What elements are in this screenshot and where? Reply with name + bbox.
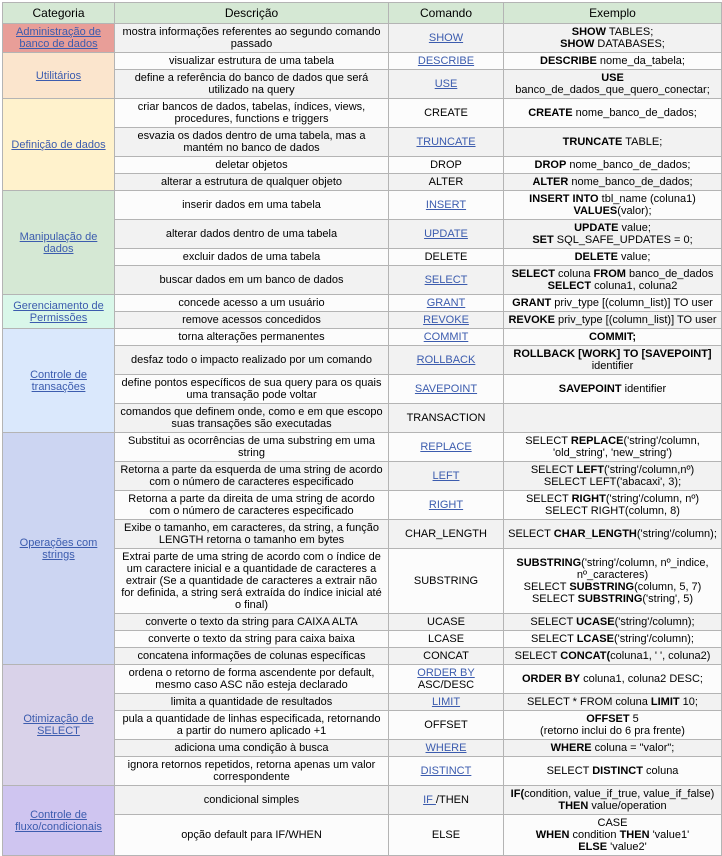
command-text: ASC/DESC xyxy=(417,679,475,691)
command-link[interactable]: USE xyxy=(434,78,458,90)
example-text: condition, value_if_true, value_if_false) xyxy=(524,788,715,800)
command-link[interactable]: COMMIT xyxy=(423,331,469,343)
command-text: ALTER xyxy=(428,176,464,188)
description-cell: define a referência do banco de dados que será utilizado na query xyxy=(115,70,389,99)
description-cell: ignora retornos repetidos, retorna apenas um valor correspondente xyxy=(115,757,389,786)
table-row xyxy=(3,99,722,128)
example-cell xyxy=(504,648,722,665)
command-link[interactable]: DESCRIBE xyxy=(417,55,475,67)
header-row xyxy=(3,3,722,24)
command-cell xyxy=(389,631,504,648)
table-row xyxy=(3,24,722,53)
example-text: coluna = "valor"; xyxy=(591,742,675,754)
command-text: ELSE xyxy=(431,829,461,841)
example-text: OFFSET xyxy=(586,713,630,725)
description-cell: pula a quantidade de linhas especificada, retornando a partir do numero aplicado +1 xyxy=(115,711,389,740)
example-text: (valor); xyxy=(617,205,652,217)
example-text: (retorno inclui do 6 pra frente) xyxy=(540,725,685,737)
command-cell xyxy=(389,520,504,549)
example-text: SELECT xyxy=(546,765,593,777)
category-cell xyxy=(3,295,115,329)
example-text: VALUES xyxy=(573,205,618,217)
example-text: identifier xyxy=(621,383,667,395)
category-cell xyxy=(3,786,115,856)
example-text: ('string'/column, nº) xyxy=(605,493,700,505)
example-text: SELECT xyxy=(511,268,555,280)
example-cell xyxy=(504,631,722,648)
example-text: SELECT xyxy=(531,633,577,645)
description-cell: Extrai parte de uma string de acordo com o índice de um caractere inicial e a quantidade de caracteres a extrair (Se a quantidade de caracteres a extrair não for definida, a string será extraída do índice inicial até o final) xyxy=(115,549,389,614)
example-text: SELECT xyxy=(530,616,577,628)
command-cell xyxy=(389,249,504,266)
example-text: 'value1' xyxy=(649,829,690,841)
example-text: REPLACE xyxy=(570,435,624,447)
category-link[interactable]: Operações com strings xyxy=(19,536,98,561)
example-text: identifier xyxy=(591,360,634,372)
command-text: UCASE xyxy=(427,616,465,628)
example-text: nº_caracteres) xyxy=(576,569,649,581)
example-text: WHERE xyxy=(550,742,592,754)
command-cell xyxy=(389,70,504,99)
description-cell: Retorna a parte da direita de uma string de acordo com o número de caracteres especificado xyxy=(115,491,389,520)
example-cell xyxy=(504,174,722,191)
command-link[interactable]: SHOW xyxy=(428,32,464,44)
example-text: value; xyxy=(618,222,651,234)
category-link[interactable]: Otimização de SELECT xyxy=(23,713,94,737)
description-cell: alterar dados dentro de uma tabela xyxy=(115,220,389,249)
example-cell xyxy=(504,404,722,433)
command-link[interactable]: UPDATE xyxy=(424,228,468,240)
example-text: DESCRIBE xyxy=(540,55,597,67)
description-cell: buscar dados em um banco de dados xyxy=(115,266,389,295)
example-text: GRANT xyxy=(512,297,552,309)
example-text: ALTER xyxy=(532,176,569,188)
example-text: priv_type [(column_list)] TO user xyxy=(554,314,717,326)
example-text: SUBSTRING xyxy=(577,593,643,605)
table-row xyxy=(3,786,722,815)
example-text: TABLE; xyxy=(622,136,663,148)
description-cell: concede acesso a um usuário xyxy=(115,295,389,312)
command-text: SUBSTRING xyxy=(413,575,479,587)
command-cell xyxy=(389,312,504,329)
example-text: SELECT xyxy=(514,650,561,662)
example-text: coluna xyxy=(555,268,594,280)
description-cell: Substitui as ocorrências de uma substring em uma string xyxy=(115,433,389,462)
category-link[interactable]: Controle de fluxo/condicionais xyxy=(15,808,102,833)
command-link[interactable]: GRANT xyxy=(426,297,466,309)
description-cell: adiciona uma condição à busca xyxy=(115,740,389,757)
example-text: ('string'/column); xyxy=(613,633,694,645)
command-cell xyxy=(389,740,504,757)
command-link[interactable]: ROLLBACK xyxy=(416,354,476,366)
example-text: COMMIT; xyxy=(588,331,637,343)
command-link[interactable]: LIMIT xyxy=(431,696,461,708)
example-text: LEFT xyxy=(576,464,604,476)
table-body xyxy=(3,24,722,856)
command-text: OFFSET xyxy=(424,719,468,731)
category-cell xyxy=(3,433,115,665)
description-cell: deletar objetos xyxy=(115,157,389,174)
command-cell xyxy=(389,815,504,856)
category-cell xyxy=(3,99,115,191)
command-cell xyxy=(389,491,504,520)
command-cell xyxy=(389,220,504,249)
example-cell xyxy=(504,491,722,520)
example-text: SELECT xyxy=(530,464,577,476)
command-cell xyxy=(389,191,504,220)
description-cell: opção default para IF/WHEN xyxy=(115,815,389,856)
column-header-descricao: Descrição xyxy=(115,3,389,24)
command-link[interactable]: LEFT xyxy=(432,470,460,482)
example-text: ('string'/column); xyxy=(614,616,695,628)
command-link[interactable]: REPLACE xyxy=(420,441,472,453)
example-text: value; xyxy=(617,251,651,263)
example-cell xyxy=(504,53,722,70)
example-text: DISTINCT xyxy=(592,765,643,777)
command-text: CREATE xyxy=(424,107,468,119)
category-link[interactable]: Manipulação de dados xyxy=(19,230,98,255)
example-text: nome_banco_de_dados; xyxy=(566,159,691,171)
category-cell xyxy=(3,329,115,433)
command-cell xyxy=(389,404,504,433)
category-link[interactable]: Gerenciamento de Permissões xyxy=(13,299,104,324)
example-cell xyxy=(504,346,722,375)
example-text: coluna xyxy=(642,765,679,777)
command-link[interactable]: SAVEPOINT xyxy=(414,383,478,395)
category-link[interactable]: Definição de dados xyxy=(11,138,106,151)
column-header-categoria: Categoria xyxy=(3,3,115,24)
example-cell xyxy=(504,433,722,462)
example-text: nome_da_tabela; xyxy=(596,55,685,67)
example-cell xyxy=(504,757,722,786)
command-cell xyxy=(389,614,504,631)
description-cell: torna alterações permanentes xyxy=(115,329,389,346)
description-cell: desfaz todo o impacto realizado por um comando xyxy=(115,346,389,375)
command-text: LCASE xyxy=(427,633,465,645)
example-text: UCASE xyxy=(576,616,615,628)
example-text: (column, 5, 7) xyxy=(634,581,702,593)
example-text: condition xyxy=(569,829,620,841)
example-text: CONCAT( xyxy=(560,650,611,662)
table-row xyxy=(3,295,722,312)
example-text: SAVEPOINT xyxy=(558,383,622,395)
example-cell xyxy=(504,462,722,491)
example-cell xyxy=(504,24,722,53)
example-text: ('string', 5) xyxy=(642,593,694,605)
example-cell xyxy=(504,786,722,815)
command-cell xyxy=(389,99,504,128)
example-text: SELECT xyxy=(525,435,571,447)
example-text: SET xyxy=(532,234,554,246)
command-text: DROP xyxy=(430,159,462,171)
example-text: SELECT xyxy=(525,493,572,505)
example-cell xyxy=(504,70,722,99)
description-cell: Exibe o tamanho, em caracteres, da string, a função LENGTH retorna o tamanho em bytes xyxy=(115,520,389,549)
example-cell xyxy=(504,266,722,295)
description-cell: Retorna a parte da esquerda de uma string de acordo com o número de caracteres especificado xyxy=(115,462,389,491)
category-cell xyxy=(3,665,115,786)
example-text: coluna1, coluna2 DESC; xyxy=(580,673,703,685)
example-text: USE xyxy=(601,72,624,84)
command-text: CONCAT xyxy=(423,650,469,662)
example-text: 'value2' xyxy=(607,841,647,853)
description-cell: excluir dados de uma tabela xyxy=(115,249,389,266)
command-link[interactable]: INSERT xyxy=(425,199,467,211)
column-header-comando: Comando xyxy=(389,3,504,24)
example-text: SELECT LEFT('abacaxi', 3); xyxy=(543,476,682,488)
command-link[interactable]: SELECT xyxy=(424,274,468,286)
example-text: banco_de_dados xyxy=(625,268,714,280)
example-text: ELSE xyxy=(578,841,608,853)
table-row xyxy=(3,665,722,694)
category-link[interactable]: Controle de transações xyxy=(30,368,87,393)
command-cell xyxy=(389,346,504,375)
example-cell xyxy=(504,99,722,128)
example-cell xyxy=(504,249,722,266)
description-cell: concatena informações de colunas específicas xyxy=(115,648,389,665)
command-cell xyxy=(389,157,504,174)
command-cell xyxy=(389,786,504,815)
command-cell xyxy=(389,694,504,711)
example-text: DELETE xyxy=(574,251,618,263)
example-text: priv_type [(column_list)] TO user xyxy=(551,297,713,309)
example-text: CASE xyxy=(597,817,628,829)
table-row xyxy=(3,433,722,462)
command-cell xyxy=(389,295,504,312)
command-cell xyxy=(389,711,504,740)
example-text: 10; xyxy=(679,696,698,708)
command-cell xyxy=(389,433,504,462)
category-link[interactable]: Administração de banco de dados xyxy=(16,26,101,50)
example-text: UPDATE xyxy=(574,222,619,234)
example-cell xyxy=(504,740,722,757)
command-link[interactable]: DISTINCT xyxy=(420,765,472,777)
example-text: TRUNCATE xyxy=(562,136,623,148)
command-link[interactable]: TRUNCATE xyxy=(416,136,476,148)
example-cell xyxy=(504,128,722,157)
example-text: REVOKE xyxy=(508,314,555,326)
description-cell: condicional simples xyxy=(115,786,389,815)
command-link[interactable]: REVOKE xyxy=(423,314,469,326)
example-text: CHAR_LENGTH xyxy=(553,528,637,540)
column-header-exemplo: Exemplo xyxy=(504,3,722,24)
example-text: nome_banco_de_dados; xyxy=(572,107,697,119)
example-text: ('string'/column,nº) xyxy=(604,464,695,476)
example-cell xyxy=(504,295,722,312)
sql-commands-table xyxy=(2,2,722,856)
table-row xyxy=(3,329,722,346)
example-cell xyxy=(504,375,722,404)
command-cell xyxy=(389,757,504,786)
description-cell: criar bancos de dados, tabelas, índices, views, procedures, functions e triggers xyxy=(115,99,389,128)
command-cell xyxy=(389,648,504,665)
description-cell: converte o texto da string para caixa baixa xyxy=(115,631,389,648)
category-cell xyxy=(3,53,115,99)
example-text: tbl_name (coluna1) xyxy=(598,193,696,205)
example-text: SELECT RIGHT(column, 8) xyxy=(545,505,680,517)
example-text: banco_de_dados_que_quero_conectar; xyxy=(515,84,710,96)
example-text: SELECT xyxy=(508,528,554,540)
command-text: DELETE xyxy=(424,251,468,263)
command-text: CHAR_LENGTH xyxy=(405,528,487,540)
example-cell xyxy=(504,694,722,711)
command-cell xyxy=(389,53,504,70)
example-text: SELECT xyxy=(523,581,570,593)
example-text: SQL_SAFE_UPDATES = 0; xyxy=(553,234,693,246)
example-text: TABLES; xyxy=(605,26,654,38)
command-cell xyxy=(389,375,504,404)
command-link[interactable]: IF xyxy=(423,794,436,806)
command-text: /THEN xyxy=(435,794,469,806)
description-cell: remove acessos concedidos xyxy=(115,312,389,329)
example-text: RIGHT xyxy=(571,493,606,505)
example-cell xyxy=(504,520,722,549)
command-link[interactable]: ORDER BY xyxy=(417,667,475,679)
category-cell xyxy=(3,24,115,53)
example-text: 5 xyxy=(629,713,639,725)
description-cell: limita a quantidade de resultados xyxy=(115,694,389,711)
example-cell xyxy=(504,711,722,740)
example-text: ORDER BY xyxy=(522,673,581,685)
example-cell xyxy=(504,191,722,220)
command-link[interactable]: RIGHT xyxy=(428,499,464,511)
command-cell xyxy=(389,24,504,53)
command-cell xyxy=(389,665,504,694)
example-cell xyxy=(504,329,722,346)
example-cell xyxy=(504,614,722,631)
description-cell: visualizar estrutura de uma tabela xyxy=(115,53,389,70)
example-text: SHOW xyxy=(560,38,595,50)
example-cell xyxy=(504,665,722,694)
example-text: ROLLBACK [WORK] TO [SAVEPOINT] xyxy=(513,348,712,360)
example-text: DROP xyxy=(534,159,567,171)
example-text: value/operation xyxy=(588,800,667,812)
description-cell: ordena o retorno de forma ascendente por default, mesmo caso ASC não esteja declarado xyxy=(115,665,389,694)
command-cell xyxy=(389,128,504,157)
table-row xyxy=(3,191,722,220)
command-cell xyxy=(389,549,504,614)
example-text: WHEN xyxy=(535,829,570,841)
command-link[interactable]: WHERE xyxy=(425,742,467,754)
command-cell xyxy=(389,462,504,491)
category-cell xyxy=(3,191,115,295)
description-cell: comandos que definem onde, como e em que escopo suas transações são executadas xyxy=(115,404,389,433)
command-cell xyxy=(389,329,504,346)
example-text: THEN xyxy=(619,829,650,841)
example-text: SUBSTRING xyxy=(569,581,635,593)
description-cell: alterar a estrutura de qualquer objeto xyxy=(115,174,389,191)
example-cell xyxy=(504,549,722,614)
example-text: ('string'/column, xyxy=(623,435,700,447)
description-cell: define pontos específicos de sua query para os quais uma transação pode voltar xyxy=(115,375,389,404)
example-text: FROM xyxy=(593,268,626,280)
example-cell xyxy=(504,220,722,249)
example-cell xyxy=(504,312,722,329)
description-cell: esvazia os dados dentro de uma tabela, mas a mantém no banco de dados xyxy=(115,128,389,157)
example-text: INSERT INTO xyxy=(529,193,599,205)
description-cell: converte o texto da string para CAIXA ALTA xyxy=(115,614,389,631)
example-text: IF( xyxy=(510,788,525,800)
description-cell: mostra informações referentes ao segundo comando passado xyxy=(115,24,389,53)
example-text: DATABASES; xyxy=(594,38,665,50)
command-cell xyxy=(389,174,504,191)
example-text: coluna1, coluna2 xyxy=(591,280,678,292)
example-cell xyxy=(504,157,722,174)
example-text: 'old_string', 'new_string') xyxy=(552,447,673,459)
command-text: TRANSACTION xyxy=(406,412,486,424)
category-link[interactable]: Utilitários xyxy=(35,69,82,82)
example-text: LCASE xyxy=(576,633,614,645)
command-cell xyxy=(389,266,504,295)
example-text: SHOW xyxy=(571,26,606,38)
example-text: nome_banco_de_dados; xyxy=(568,176,693,188)
example-text: SELECT xyxy=(547,280,592,292)
example-text: CREATE xyxy=(528,107,573,119)
example-text: SUBSTRING xyxy=(516,557,582,569)
example-text: ('string'/column); xyxy=(636,528,717,540)
example-text: coluna1, ' ', coluna2) xyxy=(610,650,711,662)
example-text: LIMIT xyxy=(650,696,680,708)
example-text: THEN xyxy=(558,800,589,812)
example-text: ('string'/column, nº_indice, xyxy=(581,557,709,569)
example-text: SELECT * FROM coluna xyxy=(527,696,651,708)
example-cell xyxy=(504,815,722,856)
table-row xyxy=(3,53,722,70)
description-cell: inserir dados em uma tabela xyxy=(115,191,389,220)
example-text: SELECT xyxy=(531,593,578,605)
